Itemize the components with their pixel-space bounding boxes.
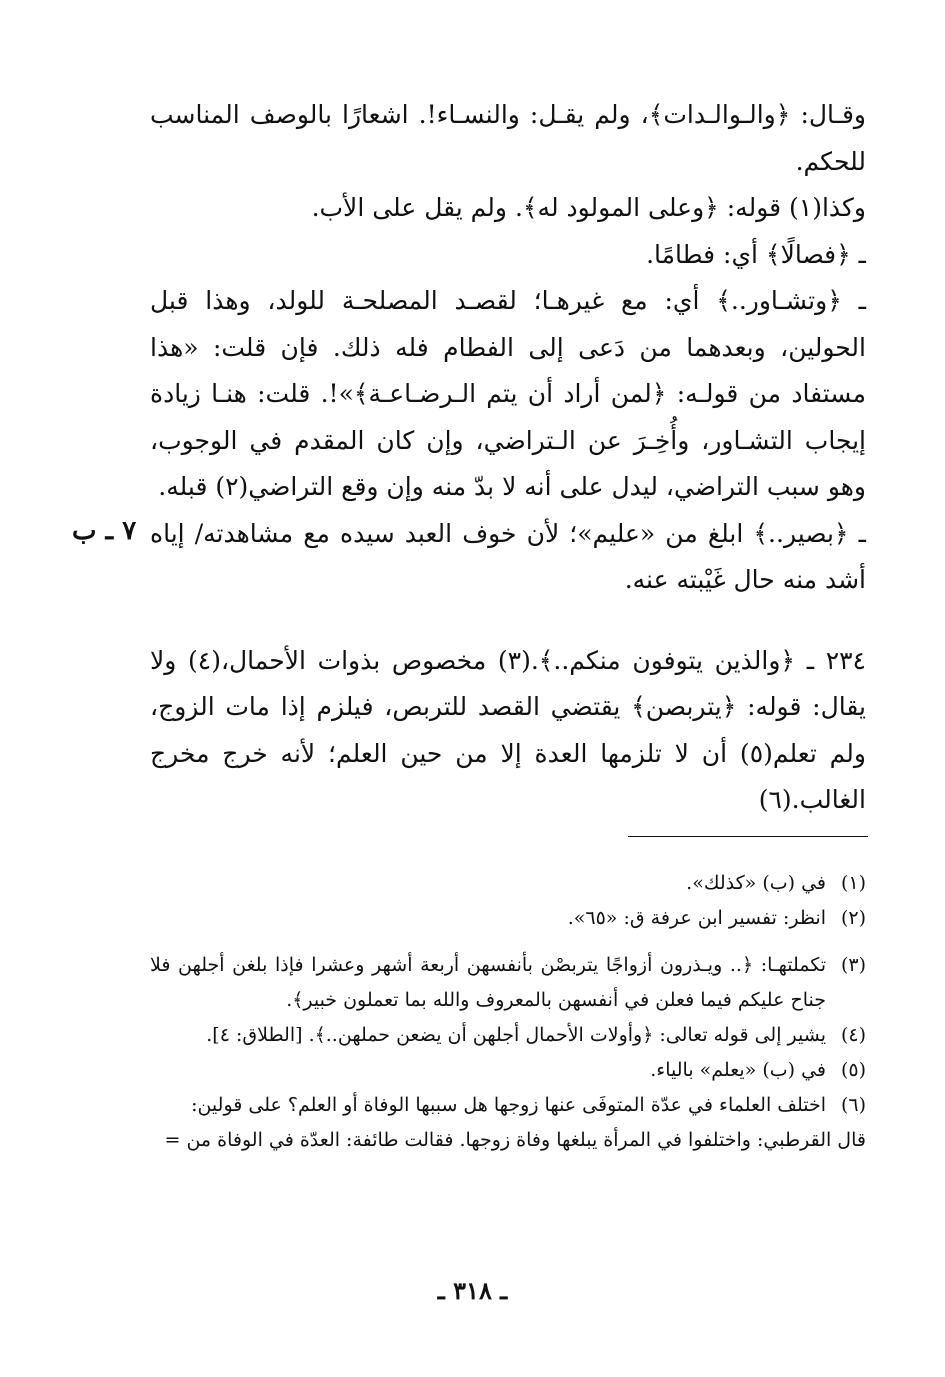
paragraph: وقـال: ﴿والـوالـدات﴾، ولم يقـل: والنسـاء!. اشعارًا بالوصف المناسب للحكم. xyxy=(150,100,866,176)
paragraph: ـ ﴿فصالًا﴾ أي: فطامًا. xyxy=(646,239,866,269)
page-number: ـ ٣١٨ ـ xyxy=(437,1276,508,1305)
footnote-gap xyxy=(150,936,866,948)
paragraph: ـ ﴿وتشـاور..﴾ أي: مع غيرهـا؛ لقصـد المصلحـة للولد، وهذا قبل الحولين، وبعدهما من دَعى إلى الفطام فله ذلك. فإن قلت: «هذا مستفاد من قولـه: ﴿لمن أراد أن يتم الـرضـاعـة﴾»!. قلت: هنـا زيادة إيجاب التشـاور، وأُخِـرَ عن الـتراضي، وإن كان المقدم في الوجوب، وهو سبب التراضي، ليدل على أنه لا بدّ منه وإن وقع التراضي(٢) قبله. xyxy=(150,286,866,501)
paragraph-gap xyxy=(150,604,866,638)
footnote-text: تكملتهـا: ﴿.. ويـذرون أزواجًا يتربصْن بأنفسهن أربعة أشهر وعشرا فإذا بلغن أجلهن فلا جناح عليكم فيما فعلن في أنفسهن بالمعروف والله بما تعملون خبير﴾. xyxy=(150,954,826,1011)
footnote-text: في (ب) «كذلك». xyxy=(686,872,826,894)
footnote-separator xyxy=(628,836,868,837)
footnote xyxy=(150,1053,866,1088)
footnote-text: اختلف العلماء في عدّة المتوفَى عنها زوجها هل سببها الوفاة أو العلم؟ على قولين: xyxy=(191,1094,826,1116)
manuscript-folio-marker: ٧ ـ ب xyxy=(72,516,137,546)
footnote-continuation: قال القرطبي: واختلفوا في المرأة يبلغها وفاة زوجها. فقالت طائفة: العدّة في الوفاة من = xyxy=(164,1129,866,1151)
footnote xyxy=(150,948,866,1018)
footnote xyxy=(150,866,866,901)
footnotes xyxy=(150,866,866,1158)
footnote-text: في (ب) «يعلم» بالياء. xyxy=(650,1059,826,1081)
footnote xyxy=(150,1018,866,1053)
footnote-text: انظر: تفسير ابن عرفة ق: «٦٥». xyxy=(567,907,826,929)
verse-paragraph: ٢٣٤ ـ ﴿والذين يتوفون منكم..﴾.(٣) مخصوص بذوات الأحمال،(٤) ولا يقال: قوله: ﴿يتربصن﴾ يقتضي القصد للتربص، فيلزم إذا مات الزوج، ولم تعلم(٥) أن لا تلزمها العدة إلا من حين العلم؛ لأنه خرج مخرج الغالب.(٦) xyxy=(150,645,866,814)
footnote-text: يشير إلى قوله تعالى: ﴿وأولات الأحمال أجلهن أن يضعن حملهن..﴾. [الطلاق: ٤]. xyxy=(206,1024,826,1046)
footnote-number: (٤) xyxy=(840,1024,866,1046)
main-text xyxy=(150,92,866,824)
footnote xyxy=(150,901,866,936)
footnote-number: (١) xyxy=(840,872,866,894)
footnote-number: (٣) xyxy=(840,954,866,976)
paragraph: ـ ﴿بصير..﴾ ابلغ من «عليم»؛ لأن خوف العبد سيده مع مشاهدته/ إياه أشد منه حال غَيْبته عنه. xyxy=(150,518,866,594)
footnote-number: (٦) xyxy=(840,1094,866,1116)
footnote-number: (٢) xyxy=(840,907,866,929)
footnote xyxy=(150,1088,866,1123)
paragraph: وكذا(١) قوله: ﴿وعلى المولود له﴾. ولم يقل على الأب. xyxy=(311,193,866,222)
footnote-number: (٥) xyxy=(840,1059,866,1081)
